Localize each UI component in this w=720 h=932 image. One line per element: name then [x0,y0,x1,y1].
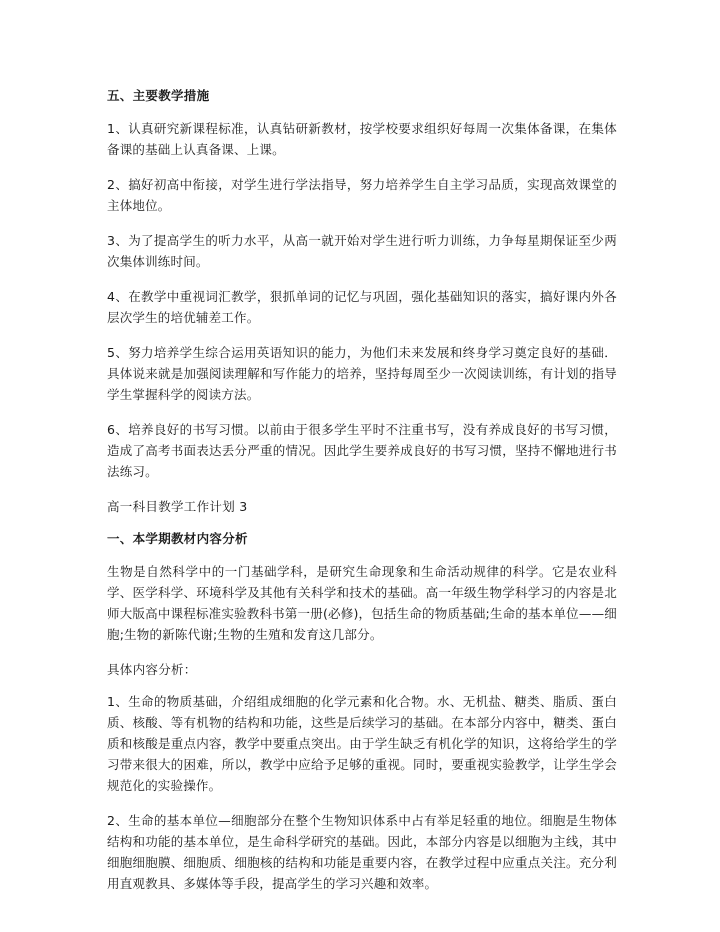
plan3-intro-paragraph: 生物是自然科学中的一门基础学科，是研究生命现象和生命活动规律的科学。它是农业科学、医学科学、环境科学及其他有关科学和技术的基础。高一年级生物学科学习的内容是北师大版高中课程标准实验教科书第一册(必修)，包括生命的物质基础;生命的基本单位——细胞;生物的新陈代谢;生物的生殖和发育这几部分。 [107,564,617,642]
plan3-title: 高一科目教学工作计划 3 [107,499,248,514]
section5-heading: 五、主要教学措施 [107,88,210,103]
analysis-item-1: 1、生命的物质基础，介绍组成细胞的化学元素和化合物。水、无机盐、糖类、脂质、蛋白质、核酸、等有机物的结构和功能，这些是后续学习的基础。在本部分内容中，糖类、蛋白质和核酸是重点内容，教学中要重点突出。由于学生缺乏有机化学的知识，这将给学生的学习带来很大的困难，所以，教学中应给予足够的重视。同时，要重视实验教学，让学生学会规范化的实验操作。 [107,694,617,793]
section5-item-2: 2、搞好初高中衔接，对学生进行学法指导，努力培养学生自主学习品质，实现高效课堂的主体地位。 [107,177,617,213]
section5-item-1: 1、认真研究新课程标准，认真钻研新教材，按学校要求组织好每周一次集体备课，在集体备课的基础上认真备课、上课。 [107,121,617,157]
section5-item-5: 5、努力培养学生综合运用英语知识的能力，为他们未来发展和终身学习奠定良好的基础．具体说来就是加强阅读理解和写作能力的培养，坚持每周至少一次阅读训练，有计划的指导学生掌握科学的阅读方法。 [107,345,617,402]
section5-item-6: 6、培养良好的书写习惯。以前由于很多学生平时不注重书写，没有养成良好的书写习惯，造成了高考书面表达丢分严重的情况。因此学生要养成良好的书写习惯，坚持不懈地进行书法练习。 [107,422,617,479]
analysis-label: 具体内容分析： [107,662,197,677]
document-page [107,85,617,908]
plan3-section1-heading: 一、本学期教材内容分析 [107,531,248,546]
section5-item-3: 3、为了提高学生的听力水平，从高一就开始对学生进行听力训练，力争每星期保证至少两次集体训练时间。 [107,233,617,269]
analysis-item-2: 2、生命的基本单位—细胞部分在整个生物知识体系中占有举足轻重的地位。细胞是生物体结构和功能的基本单位，是生命科学研究的基础。因此，本部分内容是以细胞为主线，其中细胞细胞膜、细胞质、细胞核的结构和功能是重要内容，在教学过程中应重点关注。充分利用直观教具、多媒体等手段，提高学生的学习兴趣和效率。 [107,813,617,891]
section5-item-4: 4、在教学中重视词汇教学，狠抓单词的记忆与巩固，强化基础知识的落实，搞好课内外各层次学生的培优辅差工作。 [107,289,617,325]
